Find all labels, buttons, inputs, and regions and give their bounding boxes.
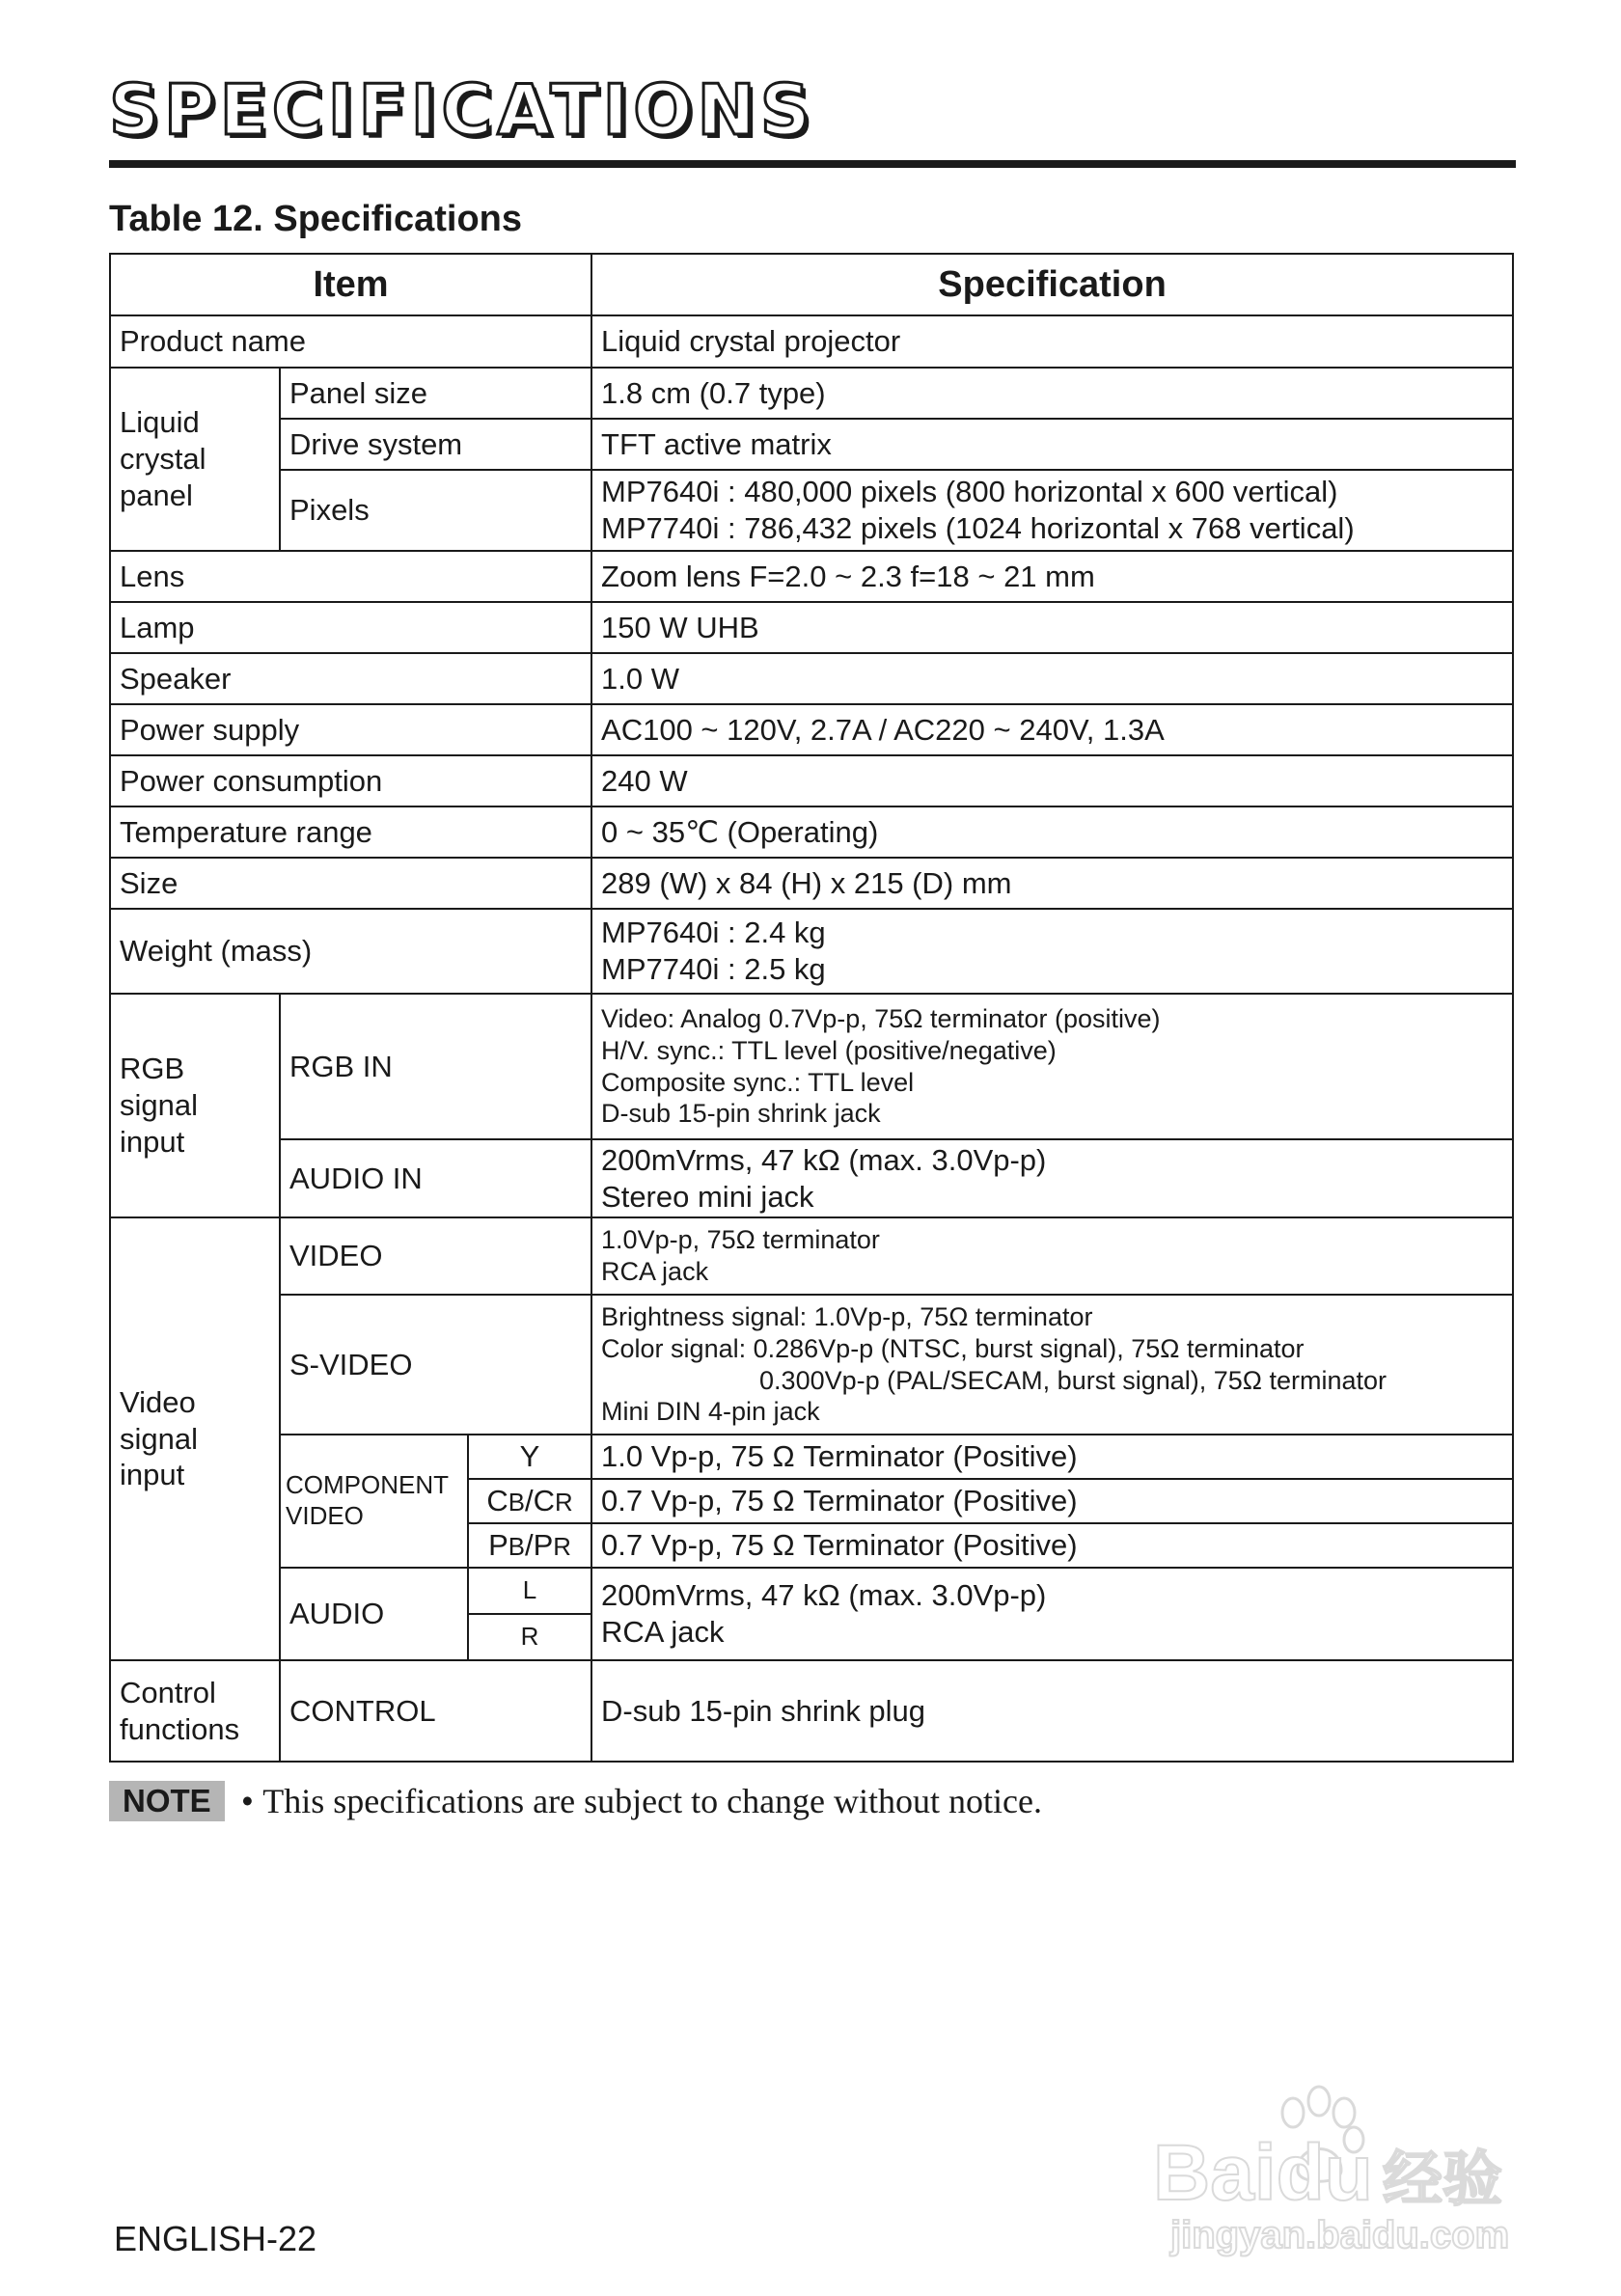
row-label-lens: Lens — [110, 551, 591, 602]
row-label-lamp: Lamp — [110, 602, 591, 653]
note-badge: NOTE — [109, 1781, 225, 1821]
group-control-functions: Control functions — [110, 1660, 280, 1762]
row-value-control: D-sub 15-pin shrink plug — [591, 1660, 1513, 1762]
rgb-in-line: H/V. sync.: TTL level (positive/negative) — [601, 1035, 1057, 1065]
row-value-lamp: 150 W UHB — [591, 602, 1513, 653]
component-pb-pr-value: 0.7 Vp-p, 75 Ω Terminator (Positive) — [591, 1523, 1513, 1568]
weight-line: MP7640i : 2.4 kg — [601, 916, 826, 950]
row-value-audio-in — [591, 1139, 1513, 1217]
component-y-label: Y — [468, 1435, 591, 1479]
component-label-line: COMPONENT — [286, 1470, 449, 1500]
header-specification: Specification — [591, 254, 1513, 315]
component-label-line: VIDEO — [286, 1501, 364, 1530]
row-value-lens: Zoom lens F=2.0 ~ 2.3 f=18 ~ 21 mm — [591, 551, 1513, 602]
s-video-line: Brightness signal: 1.0Vp-p, 75Ω terminator — [601, 1301, 1093, 1331]
row-label-audio: AUDIO — [280, 1568, 468, 1660]
row-value-power-supply: AC100 ~ 120V, 2.7A / AC220 ~ 240V, 1.3A — [591, 704, 1513, 755]
table-caption: Table 12. Specifications — [109, 199, 523, 239]
video-line: 1.0Vp-p, 75Ω terminator — [601, 1225, 880, 1255]
row-label-speaker: Speaker — [110, 653, 591, 704]
pixels-line: MP7740i : 786,432 pixels (1024 horizontal x 768 vertical) — [601, 511, 1355, 545]
row-value-product-name: Liquid crystal projector — [591, 315, 1513, 368]
s-video-line: Mini DIN 4-pin jack — [601, 1397, 820, 1427]
s-video-line: 0.300Vp-p (PAL/SECAM, burst signal), 75Ω terminator — [759, 1365, 1387, 1395]
rgb-in-line: Composite sync.: TTL level — [601, 1067, 915, 1097]
page-title: SPECIFICATIONS — [109, 69, 815, 150]
row-value-rgb-in — [591, 994, 1513, 1139]
note — [109, 1781, 1042, 1821]
row-value-power-consumption: 240 W — [591, 755, 1513, 806]
row-label-audio-in: AUDIO IN — [280, 1139, 591, 1217]
row-value-speaker: 1.0 W — [591, 653, 1513, 704]
row-value-weight — [591, 909, 1513, 994]
row-value-audio — [591, 1568, 1513, 1660]
row-value-panel-size: 1.8 cm (0.7 type) — [591, 368, 1513, 419]
row-label-control: CONTROL — [280, 1660, 591, 1762]
row-label-power-consumption: Power consumption — [110, 755, 591, 806]
component-pb-pr-label: PB/PR — [468, 1523, 591, 1568]
row-label-rgb-in: RGB IN — [280, 994, 591, 1139]
row-label-s-video: S-VIDEO — [280, 1295, 591, 1435]
row-label-power-supply: Power supply — [110, 704, 591, 755]
row-value-pixels — [591, 470, 1513, 551]
baidu-watermark — [1153, 2064, 1539, 2257]
row-label-weight: Weight (mass) — [110, 909, 591, 994]
row-label-product-name: Product name — [110, 315, 591, 368]
rgb-in-line: Video: Analog 0.7Vp-p, 75Ω terminator (positive) — [601, 1003, 1161, 1033]
audio-line: 200mVrms, 47 kΩ (max. 3.0Vp-p) — [601, 1578, 1047, 1613]
page-footer: ENGLISH-22 — [114, 2219, 317, 2258]
audio-line: RCA jack — [601, 1615, 725, 1649]
title-rule — [109, 160, 1516, 168]
weight-line: MP7740i : 2.5 kg — [601, 952, 826, 986]
note-text: This specifications are subject to change without notice. — [262, 1782, 1042, 1820]
watermark-url: jingyan.baidu.com — [1170, 2214, 1510, 2256]
row-label-component-video — [280, 1435, 468, 1568]
group-video-signal-input: Video signal input — [110, 1217, 280, 1660]
component-y-value: 1.0 Vp-p, 75 Ω Terminator (Positive) — [591, 1435, 1513, 1479]
row-label-size: Size — [110, 858, 591, 909]
video-line: RCA jack — [601, 1257, 709, 1286]
row-value-temperature-range: 0 ~ 35℃ (Operating) — [591, 806, 1513, 858]
watermark-brand: Baidu — [1153, 2129, 1373, 2217]
pixels-line: MP7640i : 480,000 pixels (800 horizontal x 600 vertical) — [601, 475, 1338, 509]
component-cb-cr-label: CB/CR — [468, 1479, 591, 1523]
row-value-video — [591, 1217, 1513, 1295]
audio-left-label: L — [468, 1568, 591, 1614]
audio-right-label: R — [468, 1614, 591, 1660]
audio-in-line: Stereo mini jack — [601, 1179, 814, 1214]
group-rgb-signal-input: RGB signal input — [110, 994, 280, 1217]
row-label-video: VIDEO — [280, 1217, 591, 1295]
row-value-drive-system: TFT active matrix — [591, 419, 1513, 470]
row-label-panel-size: Panel size — [280, 368, 591, 419]
component-cb-cr-value: 0.7 Vp-p, 75 Ω Terminator (Positive) — [591, 1479, 1513, 1523]
row-value-size: 289 (W) x 84 (H) x 215 (D) mm — [591, 858, 1513, 909]
specifications-table — [109, 253, 1514, 1763]
audio-in-line: 200mVrms, 47 kΩ (max. 3.0Vp-p) — [601, 1142, 1047, 1177]
row-label-drive-system: Drive system — [280, 419, 591, 470]
rgb-in-line: D-sub 15-pin shrink jack — [601, 1099, 881, 1129]
row-label-temperature-range: Temperature range — [110, 806, 591, 858]
group-liquid-crystal-panel: Liquid crystal panel — [110, 368, 280, 551]
note-bullet: • — [241, 1783, 254, 1818]
row-label-pixels: Pixels — [280, 470, 591, 551]
watermark-brand-cn: 经验 — [1383, 2146, 1503, 2213]
header-item: Item — [110, 254, 591, 315]
row-value-s-video — [591, 1295, 1513, 1435]
s-video-line: Color signal: 0.286Vp-p (NTSC, burst signal), 75Ω terminator — [601, 1333, 1305, 1363]
